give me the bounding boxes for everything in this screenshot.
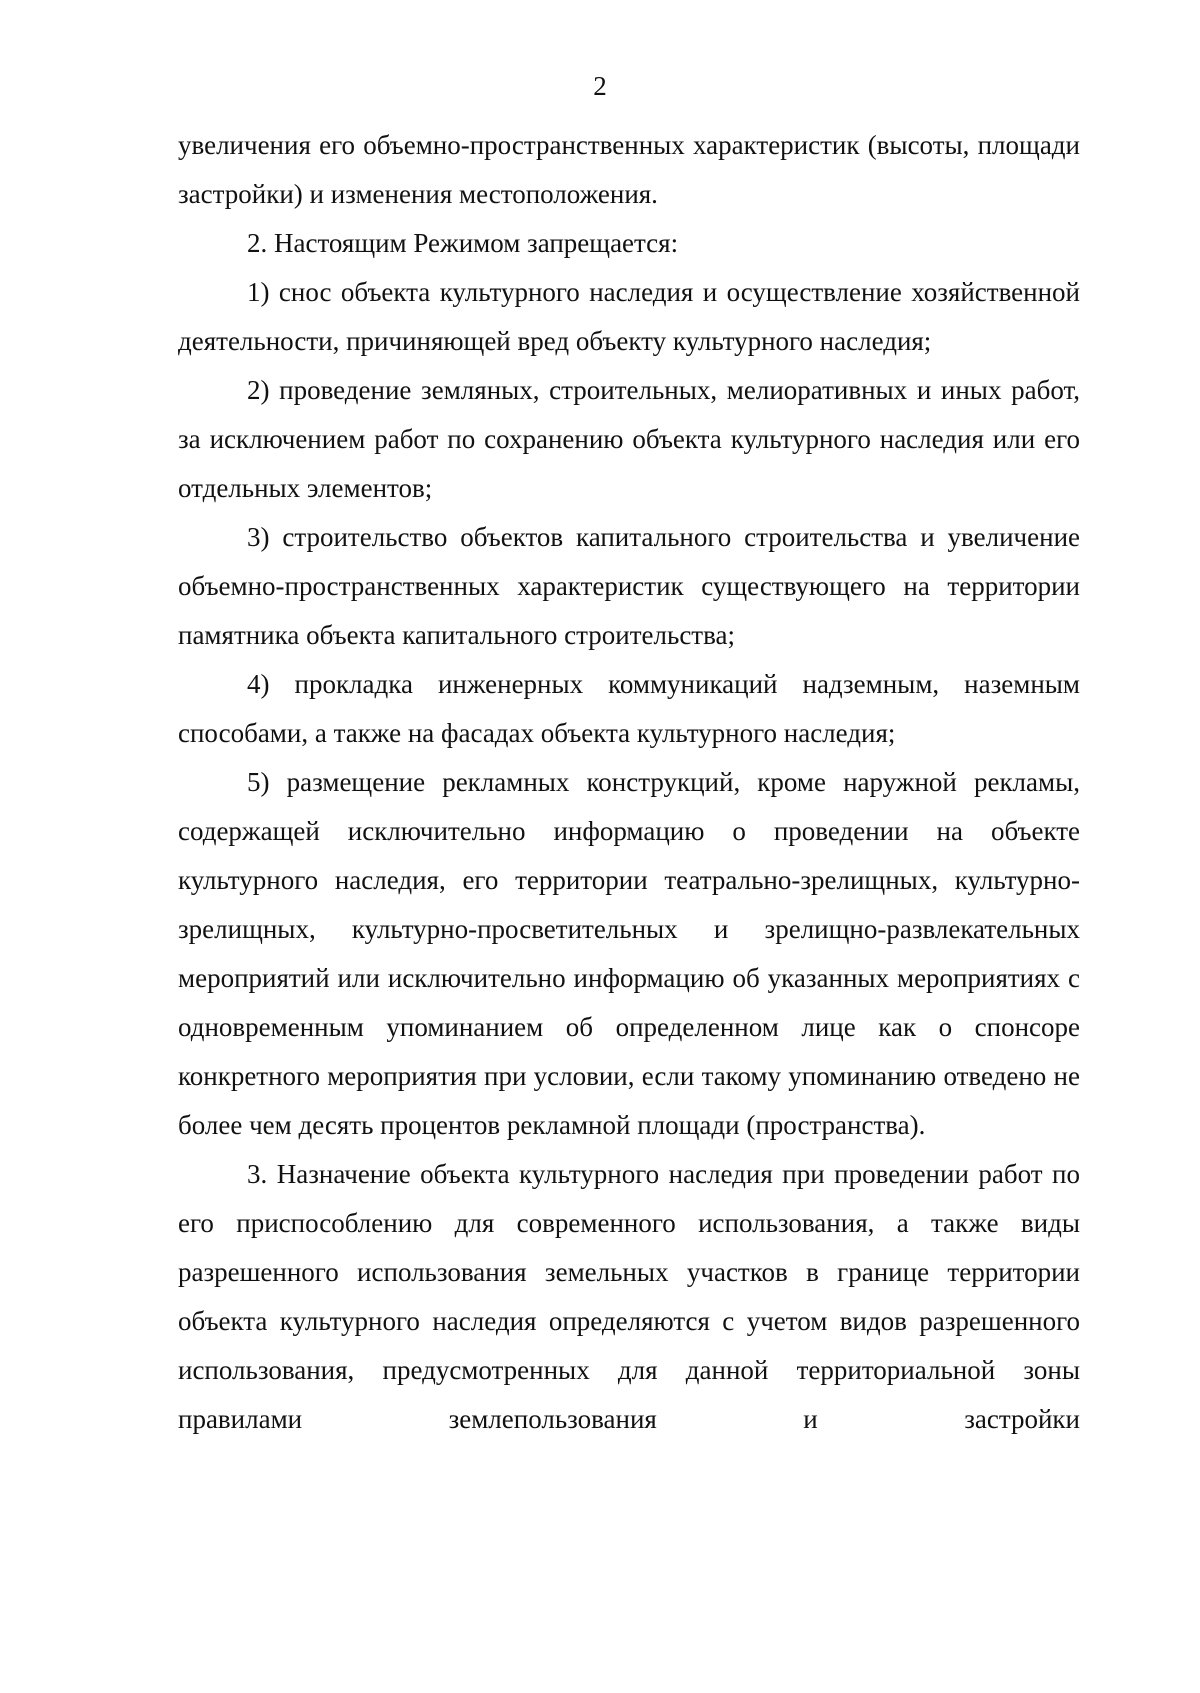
document-body: [178, 121, 1080, 1444]
paragraph-item-5: 5) размещение рекламных конструкций, кроме наружной рекламы, содержащей исключительно информацию о проведении на объекте культурного наследия, его территории театрально-зрелищных, культурно-зрелищных, культурно-просветительных и зрелищно-развлекательных мероприятий или исключительно информацию об указанных мероприятиях с одновременным упоминанием об определенном лице как о спонсоре конкретного мероприятия при условии, если такому упоминанию отведено не более чем десять процентов рекламной площади (пространства).: [178, 767, 1080, 1140]
paragraph-item-3: 3) строительство объектов капитального строительства и увеличение объемно-пространственных характеристик существующего на территории памятника объекта капитального строительства;: [178, 522, 1080, 650]
paragraph-clause-2: 2. Настоящим Режимом запрещается:: [247, 228, 679, 258]
paragraph-clause-3: 3. Назначение объекта культурного наследия при проведении работ по его приспособлению для современного использования, а также виды разрешенного использования земельных участков в границе территории объекта культурного наследия определяются с учетом видов разрешенного использования, предусмотренных для данной территориальной зоны правилами землепользования и застройки: [178, 1159, 1080, 1434]
paragraph-item-4: 4) прокладка инженерных коммуникаций надземным, наземным способами, а также на фасадах объекта культурного наследия;: [178, 669, 1080, 748]
paragraph-item-2: 2) проведение земляных, строительных, мелиоративных и иных работ, за исключением работ по сохранению объекта культурного наследия или его отдельных элементов;: [178, 375, 1080, 503]
paragraph-continuation: увеличения его объемно-пространственных характеристик (высоты, площади застройки) и изменения местоположения.: [178, 130, 1080, 209]
page-number: 2: [593, 71, 607, 101]
paragraph-item-1: 1) снос объекта культурного наследия и осуществление хозяйственной деятельности, причиняющей вред объекту культурного наследия;: [178, 277, 1080, 356]
